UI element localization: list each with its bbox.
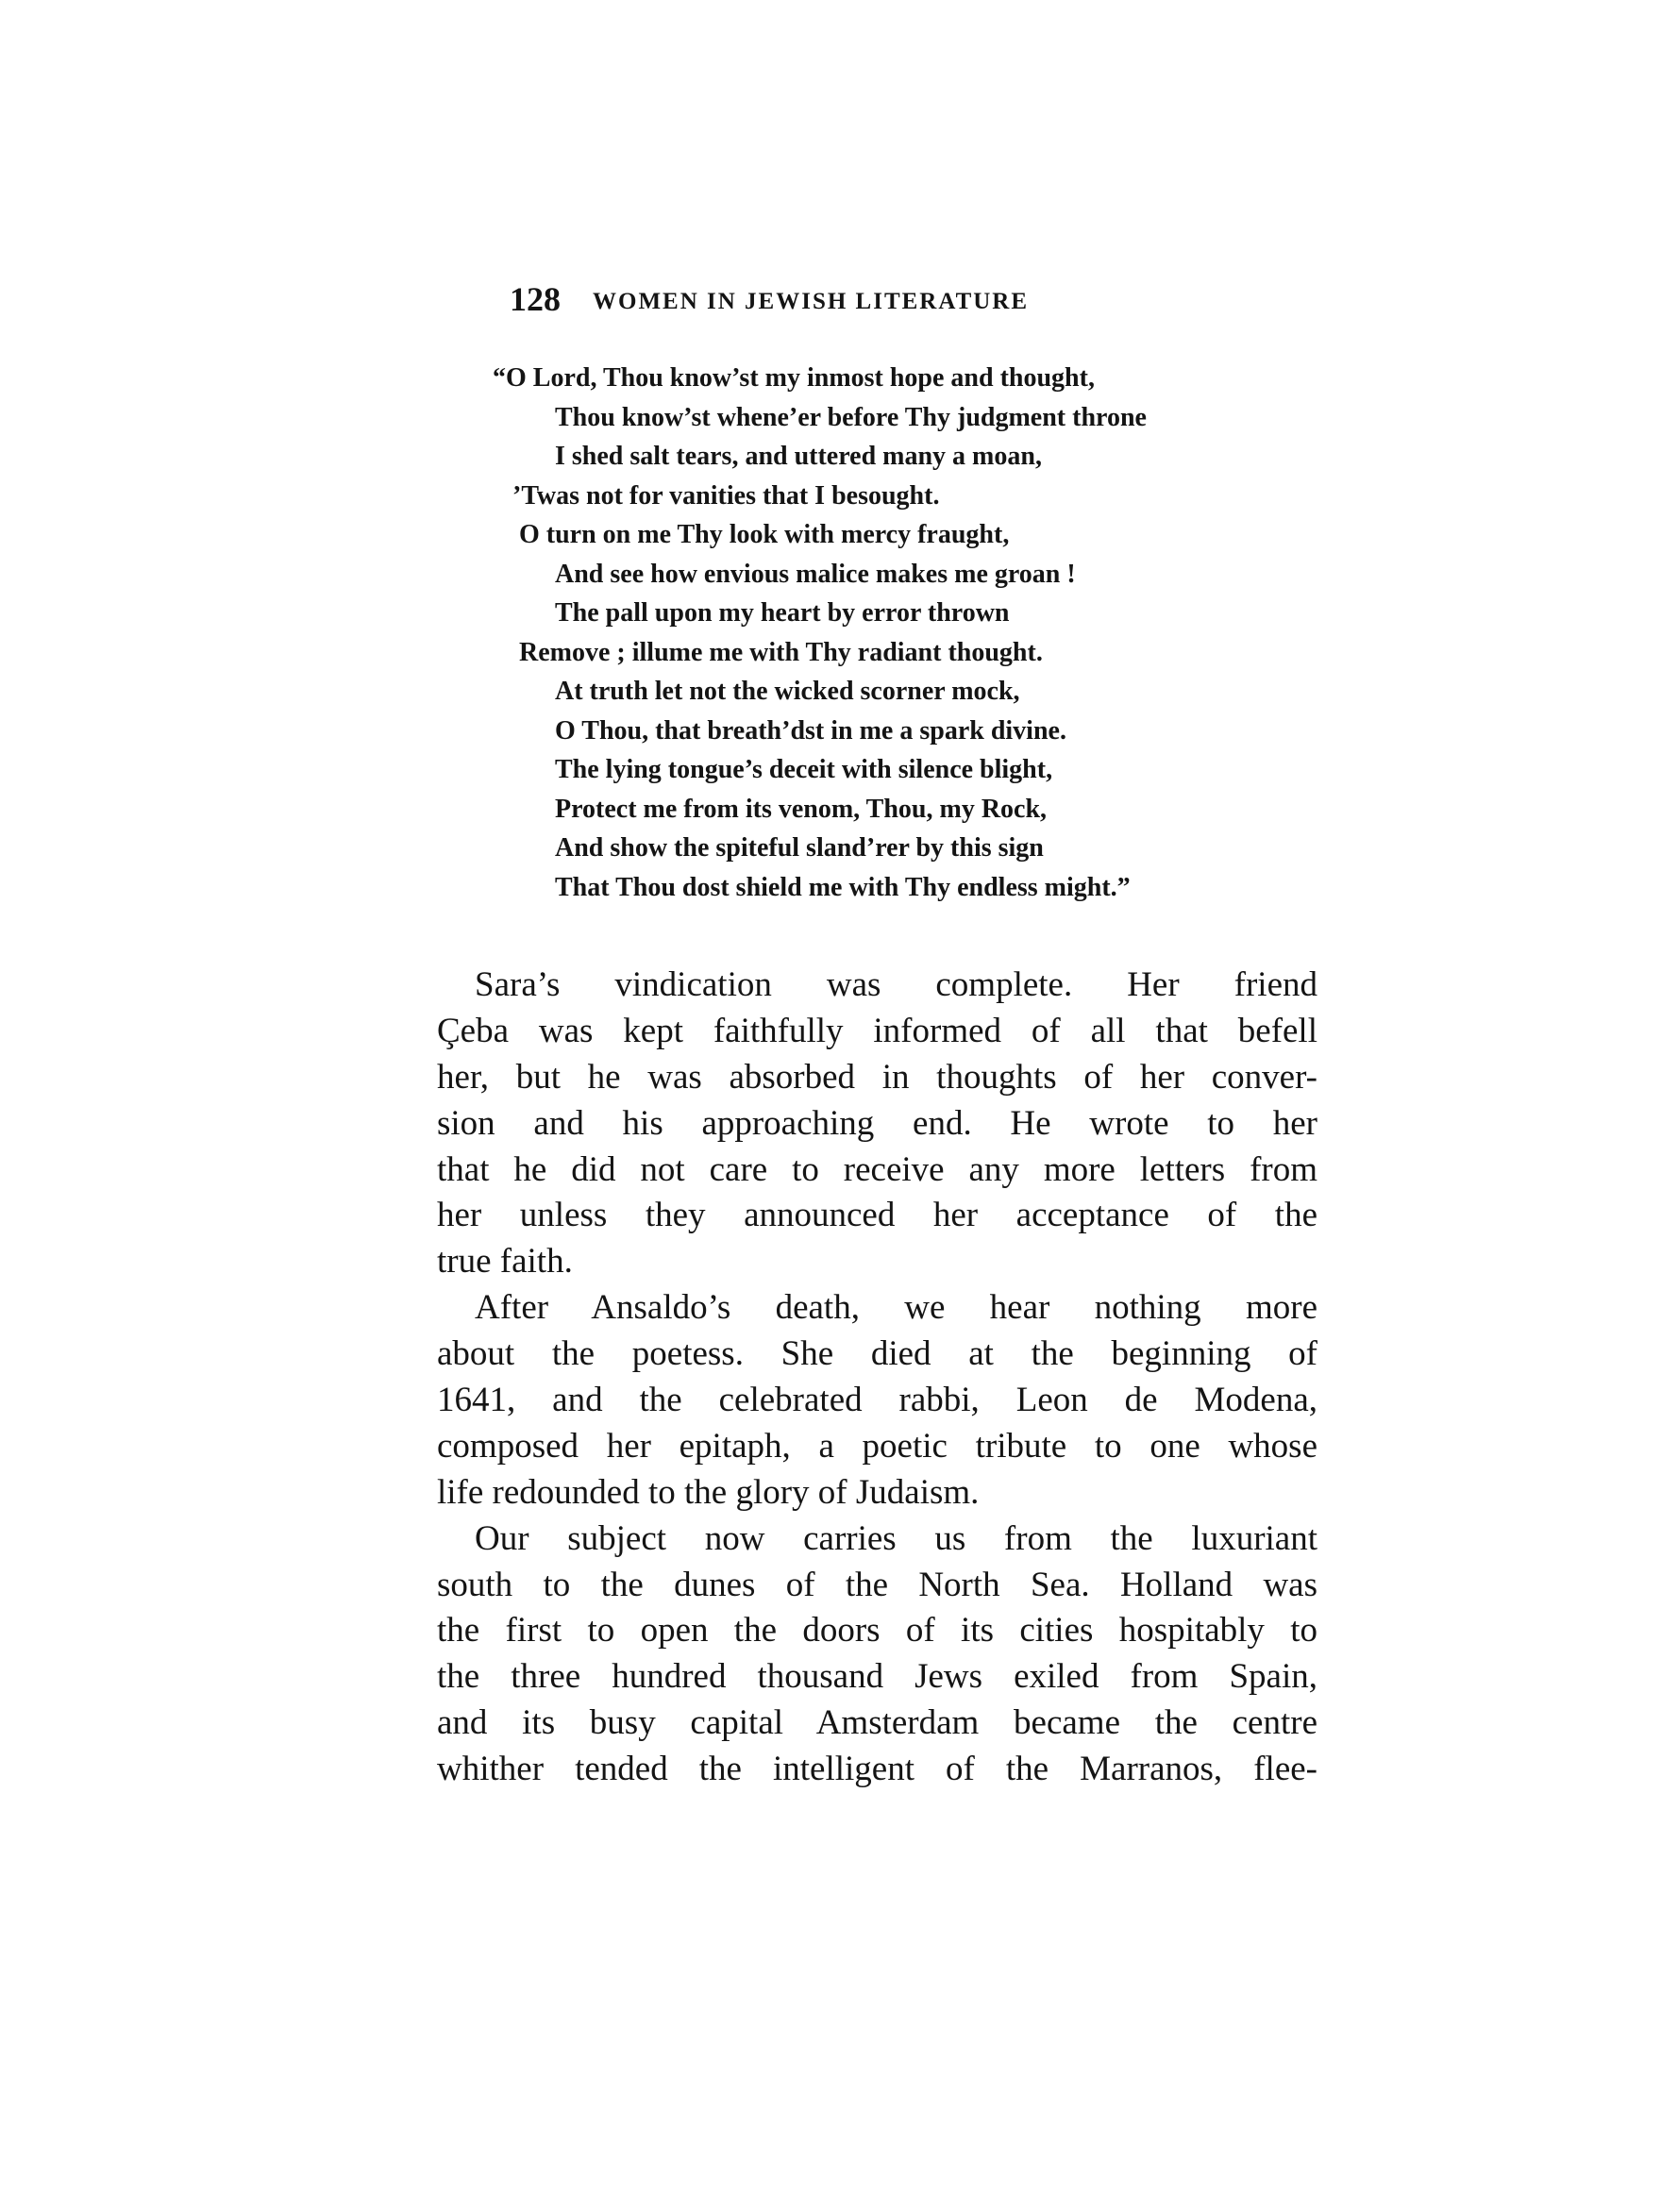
page-number: 128 [510, 280, 561, 318]
poem-line: “O Lord, Thou know’st my inmost hope and thought, [493, 363, 1095, 393]
text-line: Sara’s vindication was complete. Her friend [475, 965, 1317, 1004]
poem-line: And show the spiteful sland’rer by this sign [555, 833, 1044, 863]
text-line: Çeba was kept faithfully informed of all that befell [437, 1011, 1317, 1050]
text-line: her, but he was absorbed in thoughts of her conver- [437, 1057, 1317, 1097]
poem-line: Remove ; illume me with Thy radiant thought. [519, 637, 1043, 667]
text-line: Our subject now carries us from the luxuriant [475, 1518, 1317, 1558]
text-line: that he did not care to receive any more letters from [437, 1149, 1317, 1189]
text-line: life redounded to the glory of Judaism. [437, 1472, 980, 1512]
poem-line: ’Twas not for vanities that I besought. [512, 480, 940, 511]
text-line: the first to open the doors of its cities hospitably to [437, 1611, 1317, 1651]
text-line: whither tended the intelligent of the Marranos, flee- [437, 1750, 1317, 1789]
text-line: the three hundred thousand Jews exiled from Spain, [437, 1657, 1317, 1697]
text-line: about the poetess. She died at the beginning of [437, 1334, 1317, 1374]
text-line: composed her epitaph, a poetic tribute to one whose [437, 1426, 1317, 1466]
poem-line: I shed salt tears, and uttered many a moan, [555, 442, 1042, 471]
poem-line: At truth let not the wicked scorner mock, [555, 677, 1020, 706]
paragraph [437, 963, 1317, 1285]
poem-line: Thou know’st whene’er before Thy judgment throne [555, 402, 1147, 432]
text-line: 1641, and the celebrated rabbi, Leon de Modena, [437, 1381, 1317, 1420]
paragraph [437, 1285, 1317, 1516]
poem-line: O turn on me Thy look with mercy fraught, [519, 520, 1010, 549]
text-line: her unless they announced her acceptance of the [437, 1196, 1317, 1235]
poem-line: That Thou dost shield me with Thy endless might.” [555, 872, 1131, 902]
text-line: sion and his approaching end. He wrote to her [437, 1103, 1317, 1143]
running-title: WOMEN IN JEWISH LITERATURE [593, 289, 1030, 314]
text-line: After Ansaldo’s death, we hear nothing more [475, 1288, 1317, 1328]
poem-line: The pall upon my heart by error thrown [555, 598, 1010, 628]
page-header [510, 279, 1151, 327]
text-line: and its busy capital Amsterdam became the centre [437, 1703, 1317, 1743]
text-line: true faith. [437, 1242, 573, 1282]
poem-line: The lying tongue’s deceit with silence blight, [555, 755, 1053, 784]
prose-body [437, 963, 1317, 1793]
poem-line: Protect me from its venom, Thou, my Rock, [555, 794, 1048, 824]
poem-line: O Thou, that breath’dst in me a spark divine. [555, 715, 1066, 746]
poem-line: And see how envious malice makes me groan ! [555, 559, 1076, 589]
paragraph [437, 1517, 1317, 1793]
text-line: south to the dunes of the North Sea. Holland was [437, 1565, 1317, 1604]
